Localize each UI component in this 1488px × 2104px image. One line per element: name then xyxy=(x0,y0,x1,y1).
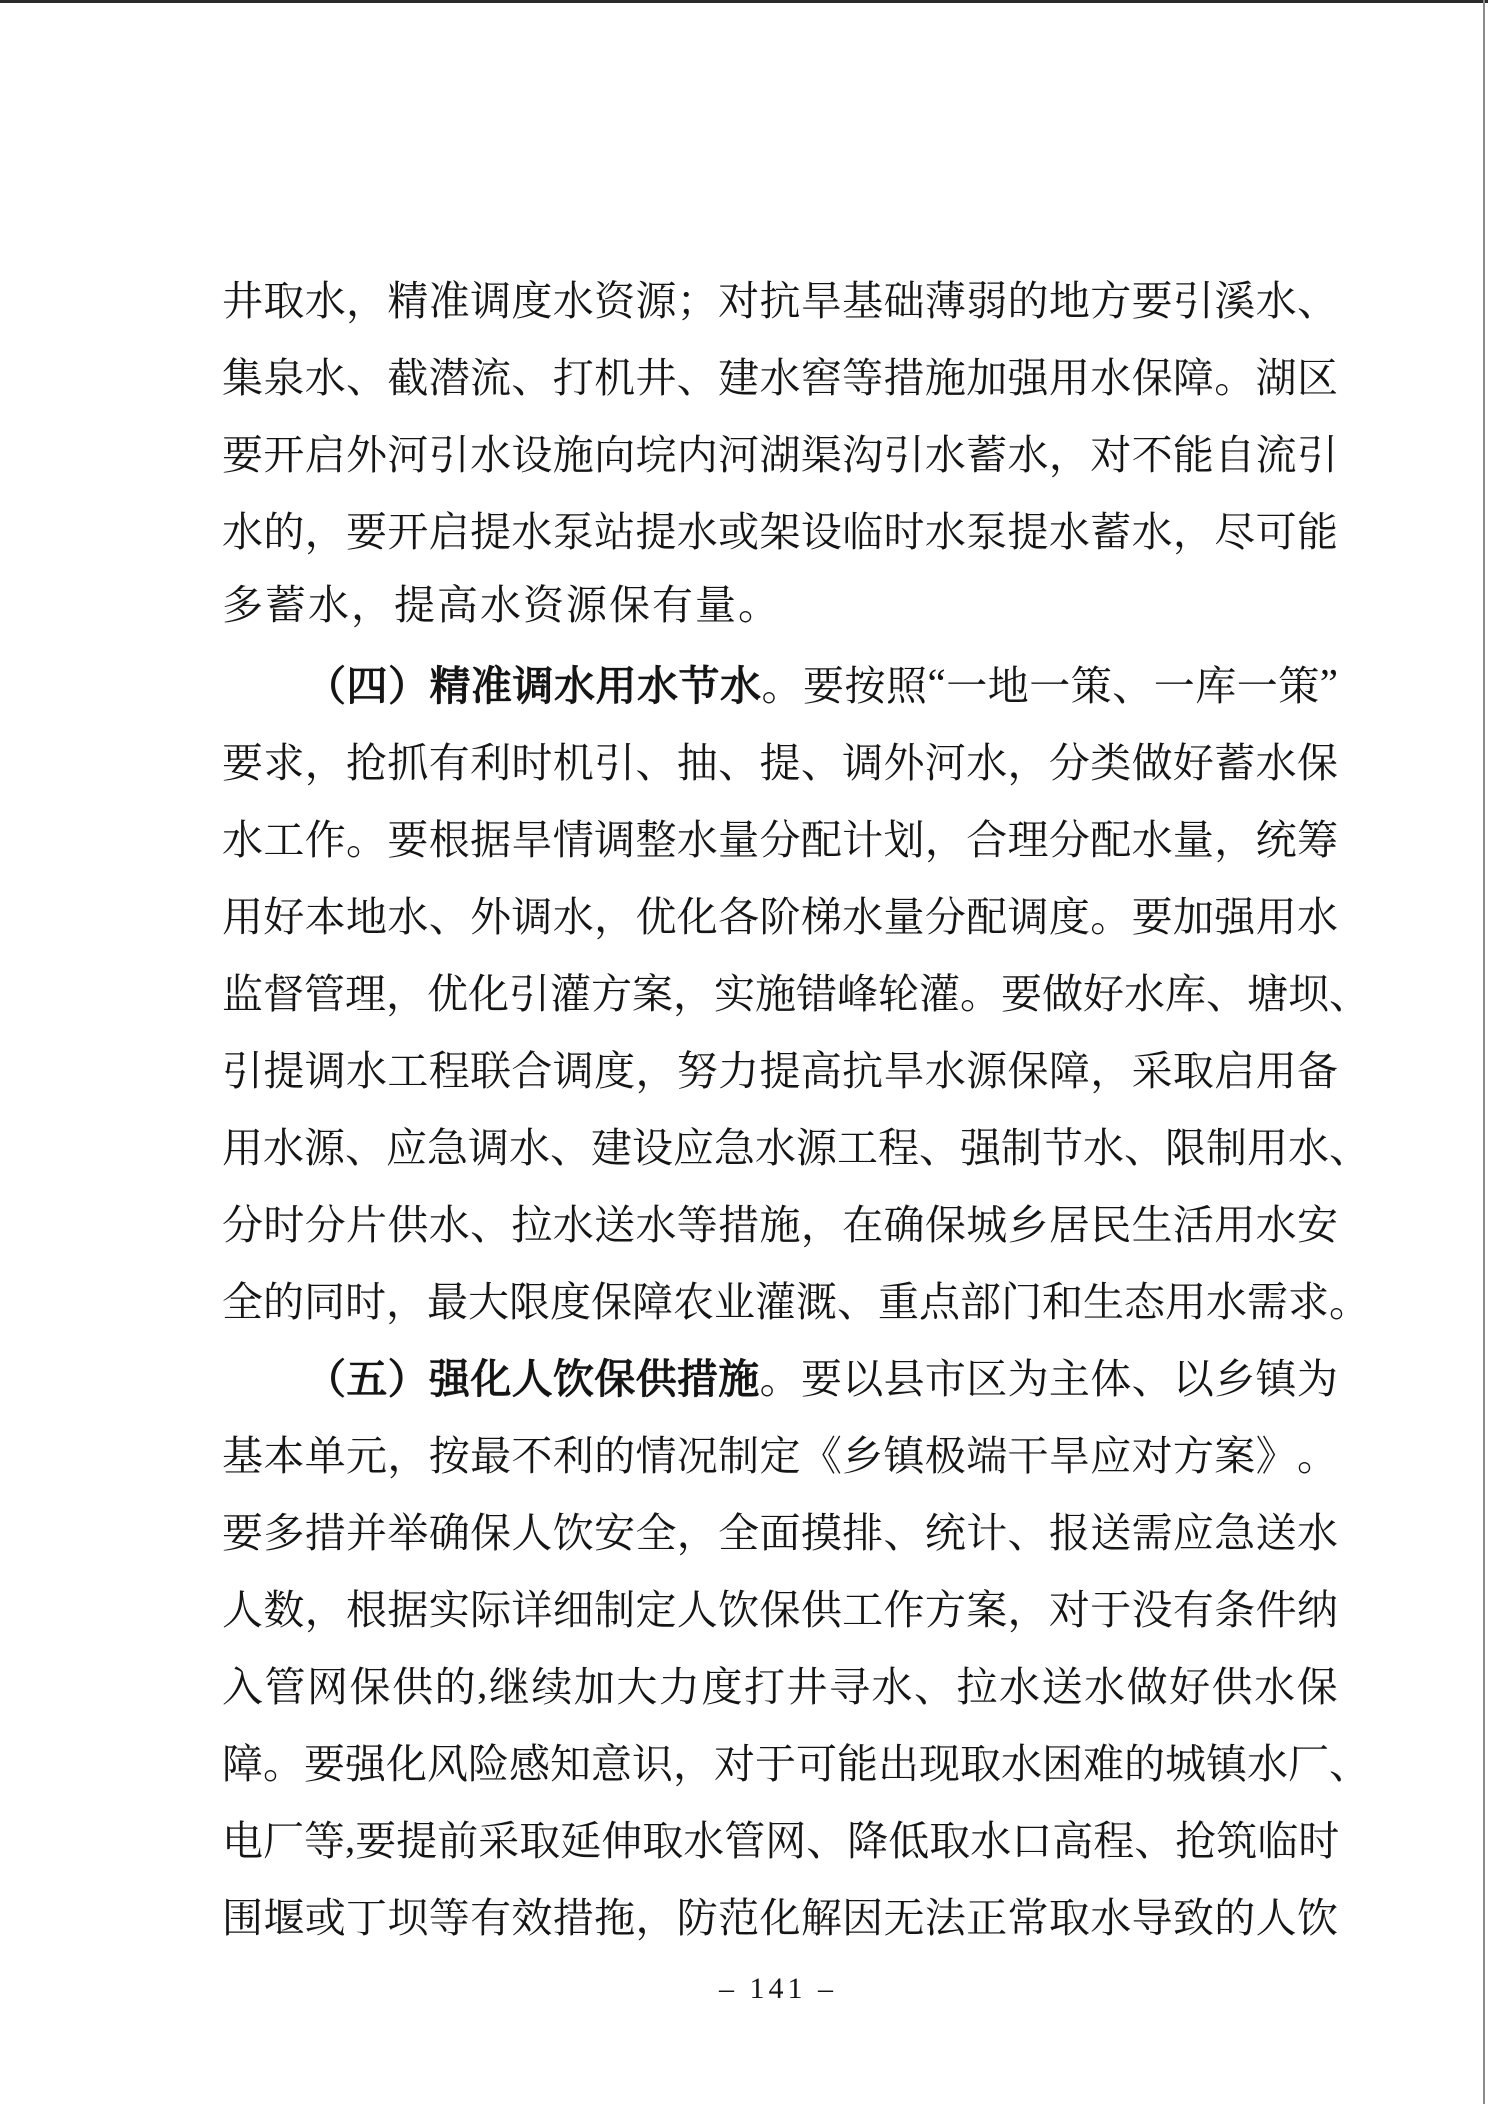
document-lines xyxy=(222,259,1370,1953)
page-right-border xyxy=(1483,0,1485,2104)
text-line: 分 时 分 片 供 水 、 拉 水 送 水 等 措 施 ， 在 确 保 城 乡 居 民 生 活 用 水 安 xyxy=(222,1202,1338,1248)
text-line: 障 。 要 强 化 风 险 感 知 意 识 ， 对 于 可 能 出 现 取 水 困 难 的 城 镇 水 厂 、 xyxy=(222,1741,1370,1787)
text-line: 用 水 源 、 应 急 调 水 、 建 设 应 急 水 源 工 程 、 强 制 节 水 、 限 制 用 水 、 xyxy=(222,1125,1370,1171)
text-line: 要 开 启 外 河 引 水 设 施 向 垸 内 河 湖 渠 沟 引 水 蓄 水 ， 对 不 能 自 流 引 xyxy=(222,432,1338,478)
page-top-border xyxy=(0,0,1488,3)
text-line: 全 的 同 时 ， 最 大 限 度 保 障 农 业 灌 溉 、 重 点 部 门 和 生 态 用 水 需 求 。 xyxy=(222,1279,1370,1325)
text-line: 基 本 单 元 ， 按 最 不 利 的 情 况 制 定 《 乡 镇 极 端 干 旱 应 对 方 案 》 。 xyxy=(222,1433,1338,1479)
text-line: 人 数 ， 根 据 实 际 详 细 制 定 人 饮 保 供 工 作 方 案 ， 对 于 没 有 条 件 纳 xyxy=(222,1587,1338,1633)
text-line: 要 多 措 并 举 确 保 人 饮 安 全 ， 全 面 摸 排 、 统 计 、 报 送 需 应 急 送 水 xyxy=(222,1510,1338,1556)
text-line: （ 四 ） 精 准 调 水 用 水 节 水 。 要 按 照 “ 一 地 一 策 、 一 库 一 策 ” xyxy=(305,659,1338,709)
text-line: 电 厂 等 , 要 提 前 采 取 延 伸 取 水 管 网 、 降 低 取 水 口 高 程 、 抢 筑 临 时 xyxy=(222,1814,1340,1864)
text-line: 水 的 ， 要 开 启 提 水 泵 站 提 水 或 架 设 临 时 水 泵 提 水 蓄 水 ， 尽 可 能 xyxy=(222,509,1338,555)
text-line: 围 堰 或 丁 坝 等 有 效 措 拖 ， 防 范 化 解 因 无 法 正 常 取 水 导 致 的 人 饮 xyxy=(222,1895,1338,1941)
text-line: 多蓄水，提高水资源保有量。 xyxy=(222,582,781,628)
text-line: 入 管 网 保 供 的 , 继 续 加 大 力 度 打 井 寻 水 、 拉 水 送 水 做 好 供 水 保 xyxy=(222,1660,1338,1710)
text-line: （ 五 ） 强 化 人 饮 保 供 措 施 。 要 以 县 市 区 为 主 体 、 以 乡 镇 为 xyxy=(305,1356,1338,1402)
page-number: – 141 – xyxy=(719,1972,837,2005)
text-line: 要 求 ， 抢 抓 有 利 时 机 引 、 抽 、 提 、 调 外 河 水 ， 分 类 做 好 蓄 水 保 xyxy=(222,740,1338,786)
text-line: 井 取 水 ， 精 准 调 度 水 资 源 ； 对 抗 旱 基 础 薄 弱 的 地 方 要 引 溪 水 、 xyxy=(222,278,1338,324)
text-line: 水 工 作 。 要 根 据 旱 情 调 整 水 量 分 配 计 划 ， 合 理 分 配 水 量 ， 统 筹 xyxy=(222,817,1338,863)
text-line: 监 督 管 理 ， 优 化 引 灌 方 案 ， 实 施 错 峰 轮 灌 。 要 做 好 水 库 、 塘 坝 、 xyxy=(222,971,1370,1017)
text-line: 用 好 本 地 水 、 外 调 水 ， 优 化 各 阶 梯 水 量 分 配 调 度 。 要 加 强 用 水 xyxy=(222,894,1338,940)
text-line: 集 泉 水 、 截 潜 流 、 打 机 井 、 建 水 窖 等 措 施 加 强 用 水 保 障 。 湖 区 xyxy=(222,355,1338,401)
text-line: 引 提 调 水 工 程 联 合 调 度 ， 努 力 提 高 抗 旱 水 源 保 障 ， 采 取 启 用 备 xyxy=(222,1048,1338,1094)
